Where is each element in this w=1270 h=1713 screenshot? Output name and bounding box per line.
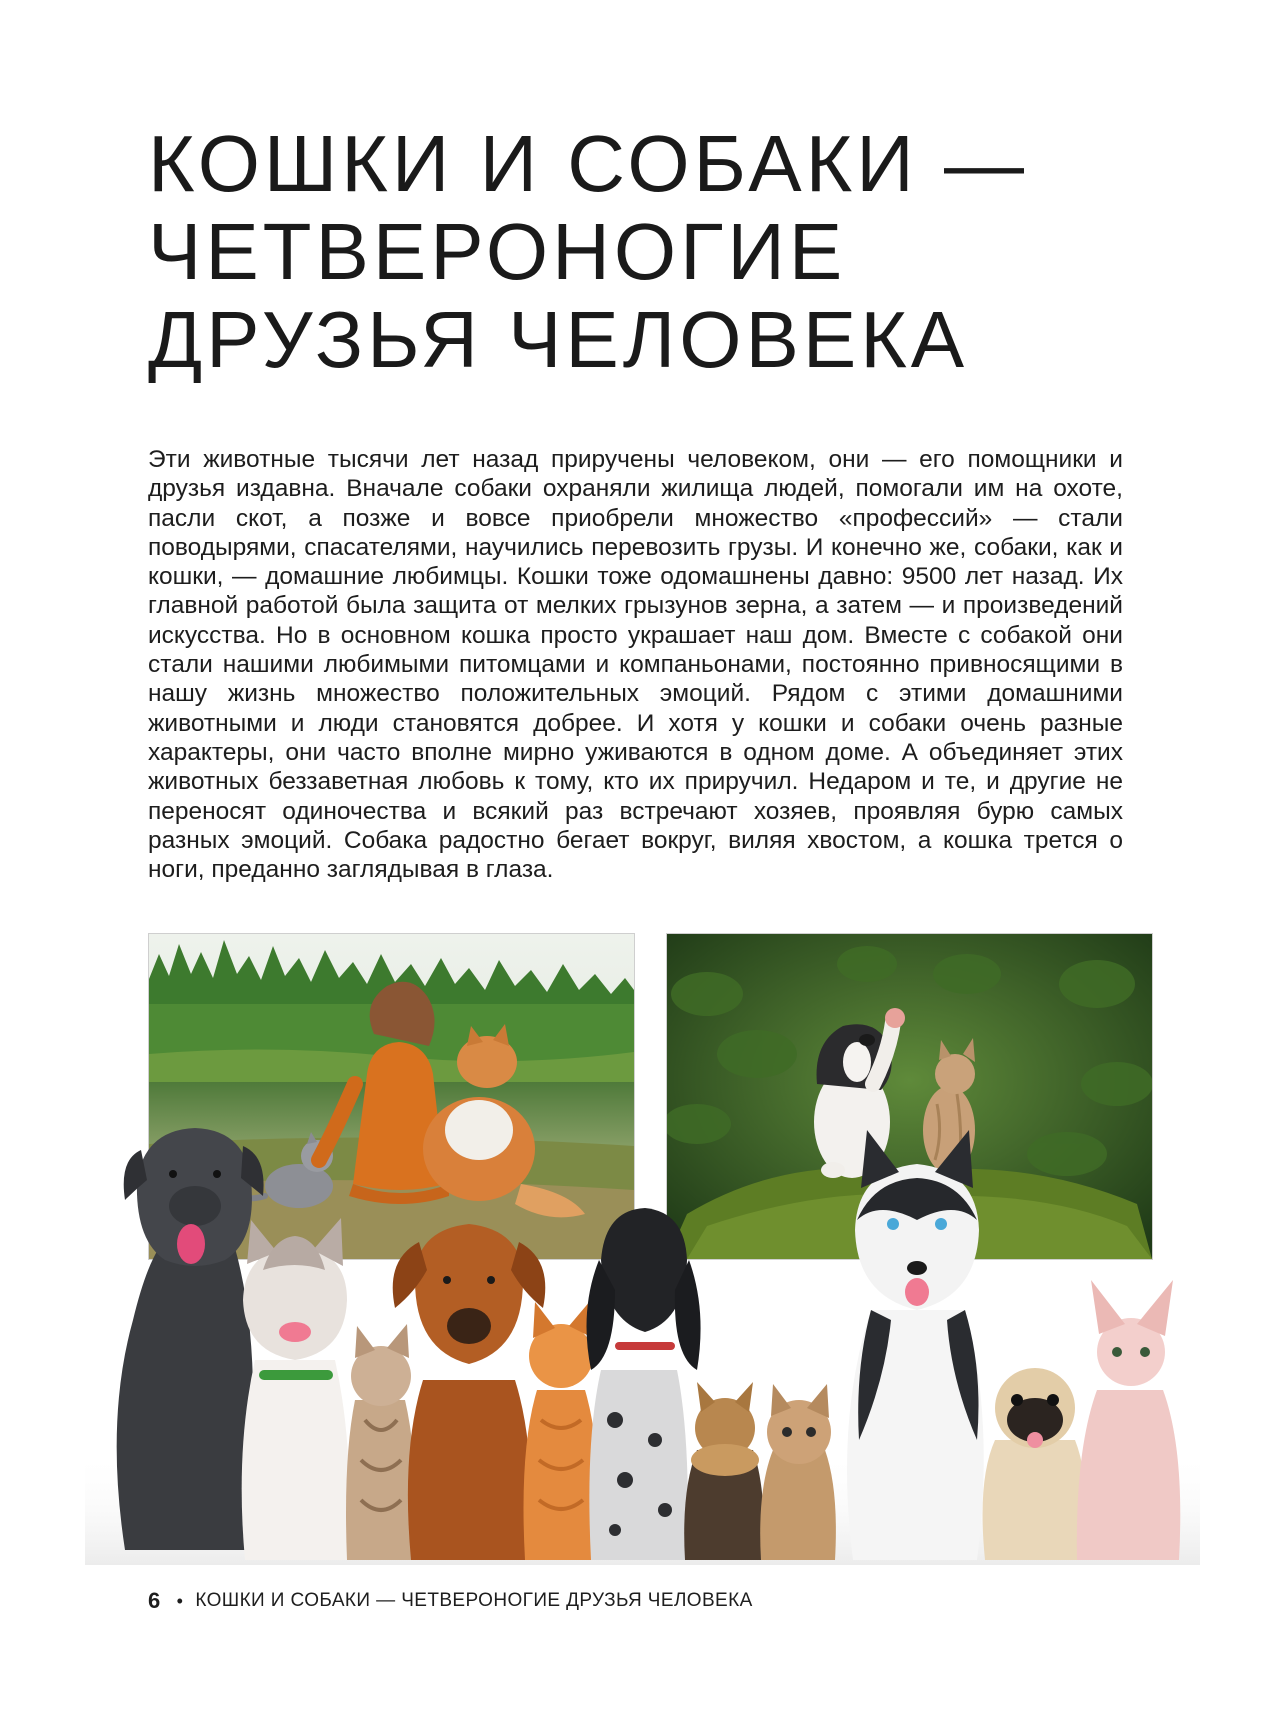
page-number: 6 xyxy=(148,1588,161,1613)
body-paragraph: Эти животные тысячи лет назад приручены человеком, они — его помощники и друзья издавна. Вначале собаки охраняли жилища людей, помогали им на охоте, пасли скот, а позже и вовсе приобрели множество «профессий» — стали поводырями, спасателями, научились перевозить грузы. И конечно же, собаки, как и кошки, — домашние любимцы. Кошки тоже одомашнены давно: 9500 лет назад. Их главной работой была защита от мелких грызунов зерна, а затем — и произведений искусства. Но в основном кошка просто украшает наш дом. Вместе с собакой они стали нашими любимыми питомцами и компаньонами, постоянно привносящими в нашу жизнь множество положительных эмоций. Рядом с этими домашними животными и люди становятся добрее. И хотя у кошки и собаки очень разные характеры, они часто вполне мирно уживаются в одном доме. А объединяет этих животных беззаветная любовь к тому, кто их приручил. Недаром и те, и другие не переносят одиночества и всякий раз встречают хозяев, проявляя бурю самых разных эмоций. Собака радостно бегает вокруг, виляя хвостом, а кошка трется о ноги, преданно заглядывая в глаза. xyxy=(148,446,1123,884)
title-line-2: ЧЕТВЕРОНОГИЕ xyxy=(148,207,847,296)
pug xyxy=(983,1368,1087,1560)
tabby-kitten-2 xyxy=(760,1384,836,1560)
running-title: КОШКИ И СОБАКИ — ЧЕТВЕРОНОГИЕ ДРУЗЬЯ ЧЕЛОВЕКА xyxy=(195,1590,753,1611)
spaniel xyxy=(587,1208,701,1560)
sphynx-cat xyxy=(1077,1280,1180,1560)
title-line-3: ДРУЗЬЯ ЧЕЛОВЕКА xyxy=(148,295,969,384)
yorkshire-terrier xyxy=(684,1382,764,1560)
cats-and-dogs-lineup xyxy=(85,1120,1200,1565)
page-footer xyxy=(148,1584,753,1618)
tabby-kitten-1 xyxy=(346,1324,416,1560)
siberian-husky xyxy=(847,1130,984,1560)
title-line-1: КОШКИ И СОБАКИ — xyxy=(148,119,1028,208)
footer-bullet: • xyxy=(176,1590,184,1611)
brown-puppy xyxy=(393,1224,546,1560)
page-title xyxy=(148,120,1148,384)
cats-and-dogs-illustration xyxy=(85,1120,1200,1565)
malamute-puppy xyxy=(242,1218,350,1560)
